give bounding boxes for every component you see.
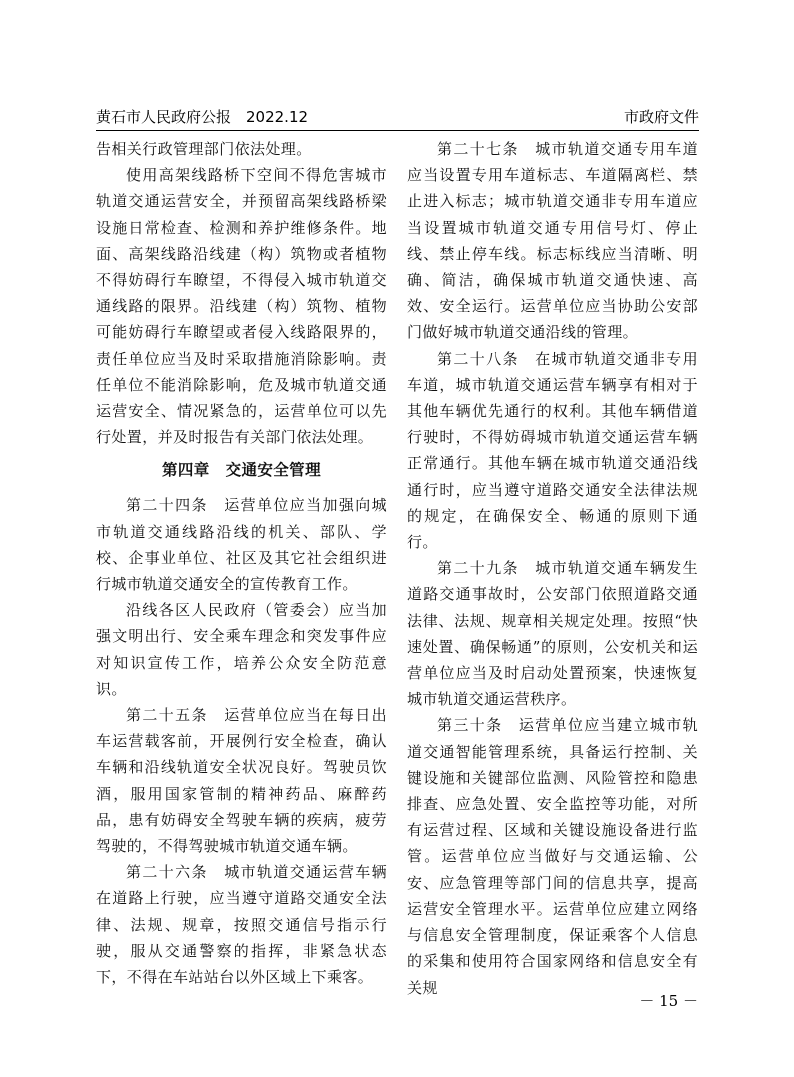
right-column <box>407 136 698 1001</box>
paragraph: 使用高架线路桥下空间不得危害城市轨道交通运营安全，并预留高架线路桥梁设施日常检查、检测和养护维修条件。地面、高架线路沿线建（构）筑物或者植物不得妨碍行车瞭望，不得侵入城市轨道交通线路的限界。沿线建（构）筑物、植物可能妨碍行车瞭望或者侵入线路限界的，责任单位应当及时采取措施消除影响。责任单位不能消除影响，危及城市轨道交通运营安全、情况紧急的，运营单位可以先行处置，并及时报告有关部门依法处理。 <box>96 166 387 447</box>
page-header <box>96 104 699 131</box>
header-publication: 黄石市人民政府公报 2022.12 <box>96 108 309 126</box>
article-28: 第二十八条 在城市轨道交通非专用车道，城市轨道交通运营车辆享有相对于其他车辆优先通行的权利。其他车辆借道行驶时，不得妨碍城市轨道交通运营车辆正常通行。其他车辆在城市轨道交通沿线通行时，应当遵守道路交通安全法律法规的规定，在确保安全、畅通的原则下通行。 <box>407 349 698 552</box>
paragraph: 沿线各区人民政府（管委会）应当加强文明出行、安全乘车理念和突发事件应对知识宣传工作，培养公众安全防范意识。 <box>96 601 387 698</box>
header-section: 市政府文件 <box>623 108 699 126</box>
article-26: 第二十六条 城市轨道交通运营车辆在道路上行驶，应当遵守道路交通安全法律、法规、规章，按照交通信号指示行驶，服从交通警察的指挥，非紧急状态下，不得在车站站台以外区域上下乘客。 <box>96 863 387 987</box>
page-number: － 15 － <box>639 992 698 1010</box>
article-30: 第三十条 运营单位应当建立城市轨道交通智能管理系统，具备运行控制、关键设施和关键部位监测、风险管控和隐患排查、应急处置、安全监控等功能，对所有运营过程、区域和关键设施设备进行监管。运营单位应当做好与交通运输、公安、应急管理等部门间的信息共享，提高运营安全管理水平。运营单位应建立网络与信息安全管理制度，保证乘客个人信息的采集和使用符合国家网络和信息安全有关规 <box>407 716 698 997</box>
left-column <box>96 136 387 990</box>
article-25: 第二十五条 运营单位应当在每日出车运营载客前，开展例行安全检查，确认车辆和沿线轨道安全状况良好。驾驶员饮酒，服用国家管制的精神药品、麻醉药品，患有妨碍安全驾驶车辆的疾病，疲劳驾驶的，不得驾驶城市轨道交通车辆。 <box>96 706 387 856</box>
article-27: 第二十七条 城市轨道交通专用车道应当设置专用车道标志、车道隔离栏、禁止进入标志；城市轨道交通非专用车道应当设置城市轨道交通专用信号灯、停止线、禁止停车线。标志标线应当清晰、明确、简洁，确保城市轨道交通快速、高效、安全运行。运营单位应当协助公安部门做好城市轨道交通沿线的管理。 <box>407 140 698 342</box>
article-29: 第二十九条 城市轨道交通车辆发生道路交通事故时，公安部门依照道路交通法律、法规、规章相关规定处理。按照“快速处置、确保畅通”的原则，公安机关和运营单位应当及时启动处置预案，快速恢复城市轨道交通运营秩序。 <box>407 559 698 709</box>
paragraph: 告相关行政管理部门依法处理。 <box>96 140 312 158</box>
article-24: 第二十四条 运营单位应当加强向城市轨道交通线路沿线的机关、部队、学校、企事业单位、社区及其它社会组织进行城市轨道交通安全的宣传教育工作。 <box>96 496 387 594</box>
chapter-title: 第四章 交通安全管理 <box>161 461 321 480</box>
